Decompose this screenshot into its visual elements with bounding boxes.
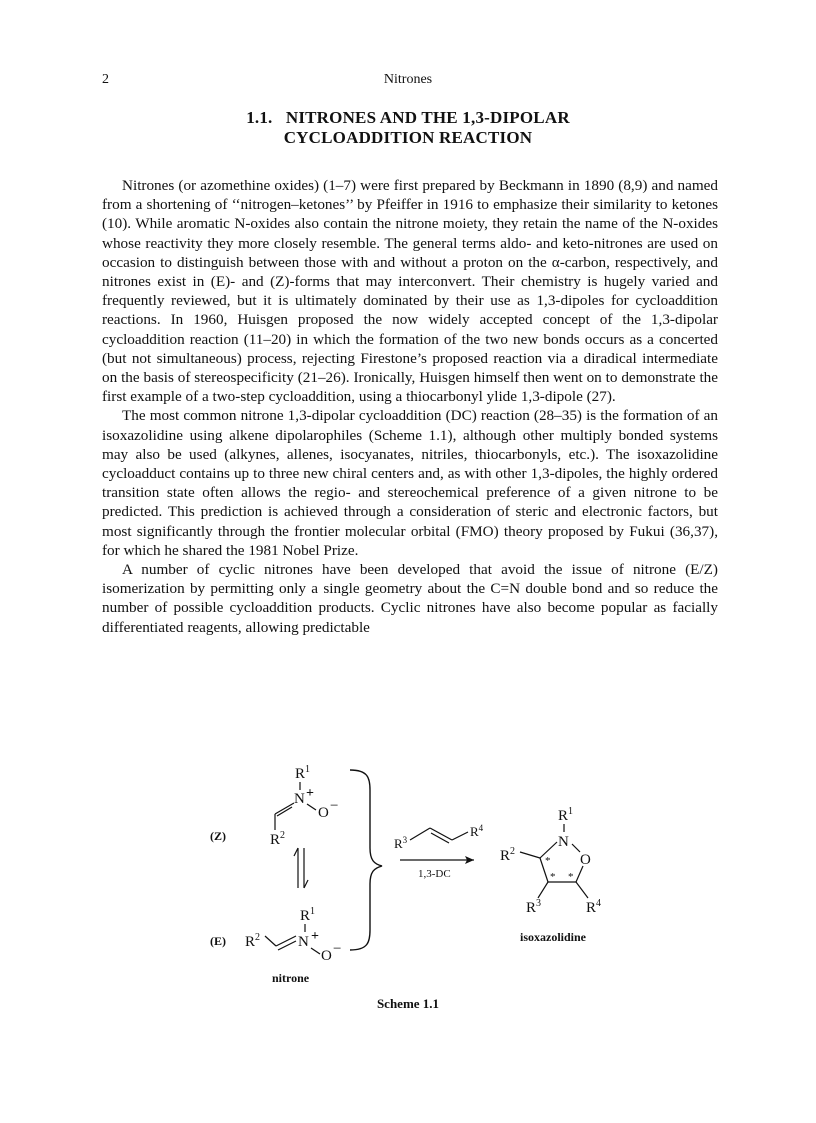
z-cn-bond-a xyxy=(275,803,294,814)
alkene-bond-1 xyxy=(410,828,430,840)
prod-r2: $R^2$ xyxy=(500,846,516,864)
e-minus: − xyxy=(333,941,342,957)
z-r1: $R^1$ xyxy=(295,764,311,782)
eq-arrow-down-head xyxy=(304,880,308,888)
prod-r2-bond xyxy=(520,852,540,858)
e-r2: $R^2$ xyxy=(245,932,261,950)
running-head: Nitrones xyxy=(383,72,433,87)
prod-r4-bond xyxy=(576,882,588,898)
e-cn-bond-b xyxy=(278,941,296,950)
z-o: O xyxy=(318,805,329,821)
nitrone-label: nitrone xyxy=(272,971,310,985)
isoxazolidine xyxy=(500,806,601,944)
alkene-r4: $R^4$ xyxy=(470,823,484,839)
z-no-bond xyxy=(307,804,316,810)
e-cn-bond-a xyxy=(276,936,296,946)
prod-n-o-bond xyxy=(572,844,580,852)
alkene-r3: $R^3$ xyxy=(394,835,408,851)
z-label: (Z) xyxy=(210,829,226,843)
prod-star-1: * xyxy=(545,855,551,867)
e-nitrone xyxy=(210,906,341,985)
e-n: N xyxy=(298,934,309,950)
prod-star-3: * xyxy=(568,871,574,883)
paragraph-2: The most common nitrone 1,3-dipolar cycloaddition (DC) reaction (28–35) is the formation of an isoxazolidine using alkene dipolarophiles (Scheme 1.1), although other multiply bonded systems may also be used (alkynes, allenes, isocyanates, nitriles, thiocarbonyls, etc.). The isoxazolidine cycloadduct contains up to three new chiral centers and, as with other 1,3-dipoles, the highly ordered transition state often allows the regio- and stereochemical preference of a given nitrone to be predicted. This prediction is achieved through a consideration of steric and electronic factors, but most significantly through the frontier molecular orbital (FMO) theory proposed by Fukui (36,37), for which he shared the 1981 Nobel Prize. xyxy=(102,407,718,559)
e-o: O xyxy=(321,948,332,964)
e-r2-c-bond xyxy=(265,936,276,946)
brace xyxy=(350,770,382,950)
prod-o: O xyxy=(580,852,591,868)
page-number: 2 xyxy=(102,72,109,87)
product-label: isoxazolidine xyxy=(520,930,587,944)
scheme-caption: Scheme 1.1 xyxy=(376,996,440,1011)
z-r2: $R^2$ xyxy=(270,830,286,848)
z-minus: − xyxy=(330,798,339,814)
paragraph-3: A number of cyclic nitrones have been developed that avoid the issue of nitrone (E/Z) isomerization by permitting only a single geometry about the C=N double bond and so reduce the number of possible cycloaddition products. Cyclic nitrones have also become popular as facially differentiated reagents, allowing predictable xyxy=(102,561,718,636)
alkene-bond-2 xyxy=(452,832,468,840)
prod-o-c-bond xyxy=(576,866,583,882)
z-nitrone xyxy=(210,764,338,848)
arrow-label: 1,3-DC xyxy=(418,868,451,880)
reaction-arrow-group xyxy=(394,823,484,880)
prod-n: N xyxy=(558,834,569,850)
prod-star-2: * xyxy=(550,871,556,883)
section-title xyxy=(120,108,696,148)
equilibrium-arrows xyxy=(294,848,308,888)
e-r1: $R^1$ xyxy=(300,906,316,924)
e-label: (E) xyxy=(210,934,226,948)
alkene-double-b xyxy=(431,833,449,843)
scheme-diagram xyxy=(190,760,630,1000)
e-plus: + xyxy=(311,929,319,944)
z-n: N xyxy=(294,791,305,807)
eq-arrow-up-head xyxy=(294,848,298,856)
z-plus: + xyxy=(306,786,314,801)
prod-r3-bond xyxy=(538,882,548,898)
prod-r1: $R^1$ xyxy=(558,806,574,824)
section-title-line-1: 1.1. NITRONES AND THE 1,3-DIPOLAR xyxy=(246,108,570,127)
prod-r4: $R^4$ xyxy=(586,898,602,916)
section-title-line-2: CYCLOADDITION REACTION xyxy=(283,128,533,147)
body-text xyxy=(102,176,718,637)
e-no-bond xyxy=(311,948,320,954)
paragraph-1: Nitrones (or azomethine oxides) (1–7) were first prepared by Beckmann in 1890 (8,9) and named from a shortening of ‘‘nitrogen–ketones’’ by Pfeiffer in 1916 to emphasize their similarity to ketones (10). While aromatic N-oxides also contain the nitrone moiety, they retain the name of the N-oxides whose reactivity they more closely resemble. The general terms aldo- and keto-nitrones are used on occasion to distinguish between those with and without a proton on the α-carbon, respectively, and nitrones exist in (E)- and (Z)-forms that may interconvert. Their chemistry is hugely varied and frequently reviewed, but it is ultimately dominated by their use as 1,3-dipoles for cycloaddition reactions. In 1960, Huisgen proposed the now widely accepted concept of the 1,3-dipolar cycloaddition reaction (11–20) in which the formation of the two new bonds occurs as a concerted (but not simultaneous) process, rejecting Firestone’s proposed reaction via a diradical intermediate on the basis of stereospecificity (21–26). Ironically, Huisgen himself then went on to demonstrate the first example of a two-step cycloaddition, using a thiocarbonyl ylide 1,3-dipole (27). xyxy=(102,177,718,406)
prod-r3: $R^3$ xyxy=(526,898,542,916)
